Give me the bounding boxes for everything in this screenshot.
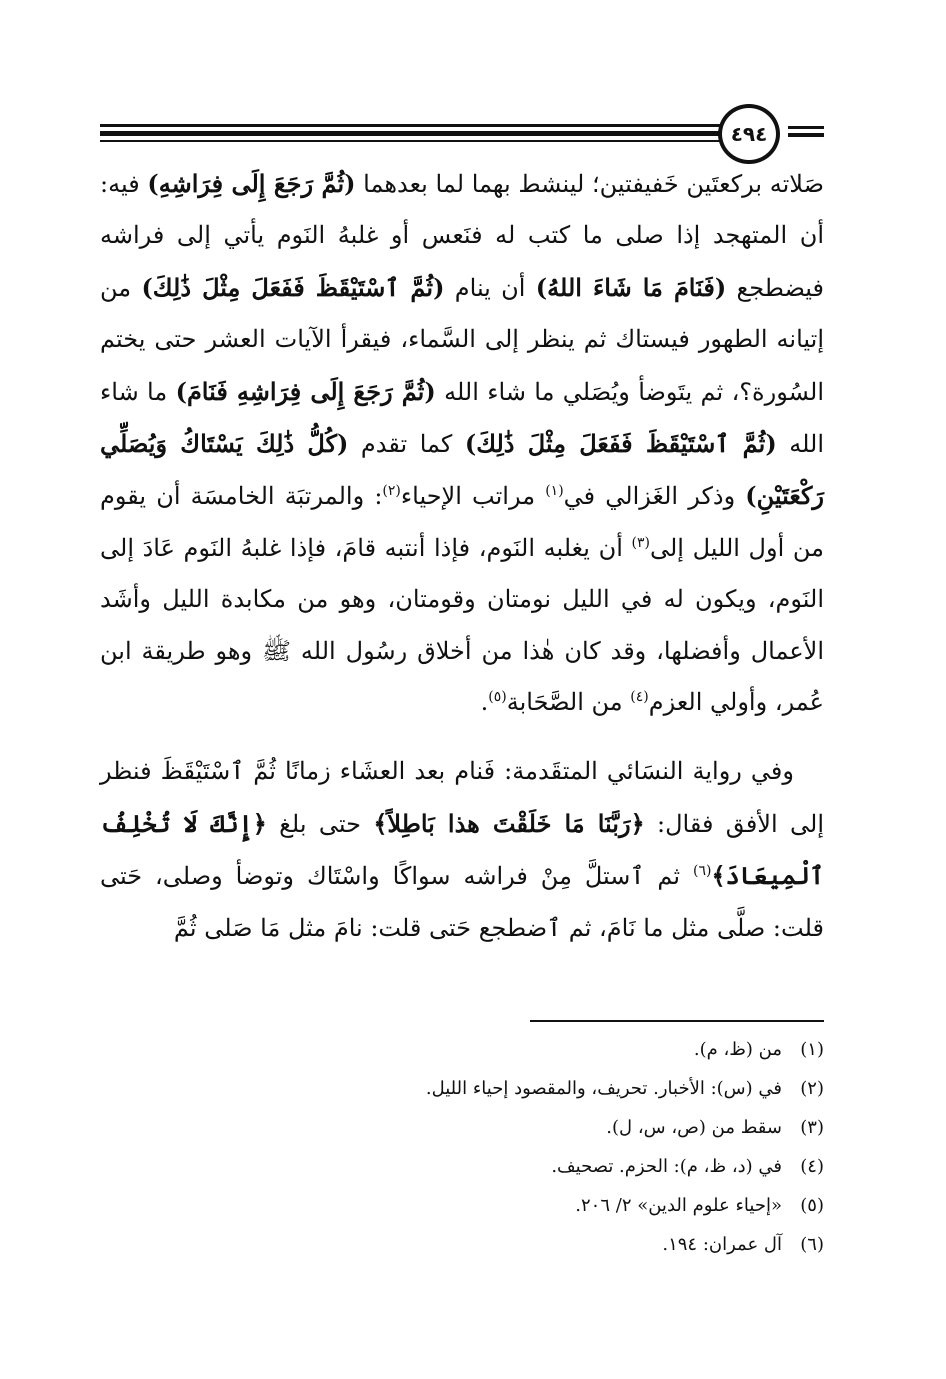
text-run: وفي رواية النسَائي المتقَدمة: فَنام بعد العشَاء زمانًا ثُمَّ ٱسْتَيْقَظَ فنظر إلى الأفق فقال:: [100, 757, 824, 838]
text-run: مراتب الإحياء: [400, 482, 546, 511]
text-run: أن ينام: [444, 273, 536, 302]
text-run: فيه: أن المتهجد إذا صلى ما كتب له فنَعس أو غلبهُ النَوم يأتي إلى فراشه فيضطجع: [100, 170, 825, 302]
quote-text: (كُلُّ ذَٰلِكَ يَسْتَاكُ وَيُصَلِّي رَكْعَتَيْنِ): [100, 429, 824, 511]
page-number-badge: [718, 104, 780, 164]
footnote-item: [100, 1030, 824, 1069]
header-rule: [100, 140, 720, 142]
text-run: ثم ٱستلَّ مِنْ فراشه سواكًا واسْتَاك وتوضأ وصلى، حَتى قلت: صلَّى مثل ما نَامَ، ثم ٱضطجع حَتى قلت: نامَ مثل مَا صَلى ثُمَّ: [100, 862, 824, 942]
header-rule: [788, 126, 824, 129]
text-run: .: [480, 688, 489, 717]
paragraph: [100, 746, 824, 954]
footnote-ref: (٤): [630, 689, 649, 706]
quote-text: (فَنَامَ مَا شَاءَ اللهُ): [535, 272, 727, 302]
footnote-item: [100, 1186, 824, 1225]
footnote-separator: [530, 1020, 824, 1022]
footnote-ref: (١): [545, 483, 564, 500]
text-run: حتى بلغ: [266, 809, 374, 838]
quote-text: (ثُمَّ ٱسْتَيْقَظَ فَفَعَلَ مِثْلَ ذَٰلِكَ): [141, 272, 445, 302]
footnote-text: في (س): الأخبار. تحريف، والمقصود إحياء الليل.: [425, 1078, 782, 1099]
text-run: ما شاء الله: [100, 377, 825, 459]
quote-text: ﴿إِنَّكَ لَا تُخْلِفُ ٱلْمِيعَادَ﴾: [100, 808, 824, 891]
footnotes: [100, 1030, 824, 1264]
quote-text: (ثُمَّ رَجَعَ إِلَى فِرَاشِهِ): [147, 169, 356, 198]
footnote-text: في (د، ظ، م): الحزم. تصحيف.: [551, 1156, 782, 1177]
footnote-ref: (٦): [693, 863, 712, 880]
quote-text: (ثُمَّ ٱسْتَيْقَظَ فَفَعَلَ مِثْلَ ذَٰلِكَ): [464, 429, 777, 459]
footnote-ref: (٣): [631, 534, 650, 551]
text-run: من إتيانه الطهور فيستاك ثم ينظر إلى السَّماء، فيقرأ الآيات العشر حتى يختم السُورة؟، ثم يتَوضأ ويُصَلي ما شاء الله: [100, 273, 825, 406]
footnote-text: سقط من (ص، س، ل).: [606, 1117, 782, 1138]
footnote-number: (٤): [800, 1156, 824, 1177]
footnote-number: (١): [800, 1039, 824, 1060]
text-run: صَلاته بركعتَين خَفيفتين؛ لينشط بهما لما بعدهما: [355, 170, 825, 198]
body-text: [100, 158, 824, 954]
footnote-text: آل عمران: ١٩٤.: [662, 1234, 782, 1255]
footnote-text: من (ظ، م).: [693, 1039, 782, 1060]
text-run: من الصَّحَابة: [506, 688, 631, 717]
footnote-ref: (٢): [382, 483, 401, 500]
header-rule: [788, 133, 824, 137]
footnote-item: [100, 1147, 824, 1186]
footnote-item: [100, 1069, 824, 1108]
footnote-text: «إحياء علوم الدين» ٢/ ٢٠٦.: [575, 1195, 782, 1216]
footnote-item: [100, 1225, 824, 1264]
footnote-item: [100, 1108, 824, 1147]
page-number: ٤٩٤: [730, 122, 768, 146]
header-rule: [100, 124, 720, 127]
quote-text: ﴿رَبَّنَا مَا خَلَقْتَ هذا بَاطِلاً﴾: [373, 808, 645, 838]
footnote-number: (٥): [800, 1195, 824, 1216]
footnote-number: (٢): [800, 1078, 824, 1099]
text-run: : والمرتبَة الخامسَة أن يقوم من أول الليل إلى: [100, 482, 824, 562]
paragraph: [100, 158, 824, 728]
footnote-ref: (٥): [488, 689, 507, 706]
footnote-number: (٦): [800, 1234, 824, 1255]
text-run: أن يغلبه النَوم، فإذا أنتبه قامَ، فإذا غلبهُ النَوم عَادَ إلى النَوم، ويكون له في الليل نومتان وقومتان، وهو من مكابدة الليل وأشَد الأعمال وأفضلها، وقد كان هٰذا من أخلاق رسُول الله ﷺ وهو طريقة ابن عُمر، وأولي العزم: [100, 533, 824, 717]
quote-text: (ثُمَّ رَجَعَ إِلَى فِرَاشِهِ فَنَامَ): [175, 376, 436, 406]
header-rule: [100, 131, 720, 136]
footnote-number: (٣): [800, 1117, 824, 1138]
text-run: كما تقدم: [348, 430, 465, 459]
text-run: وذكر الغَزالي في: [563, 482, 746, 511]
